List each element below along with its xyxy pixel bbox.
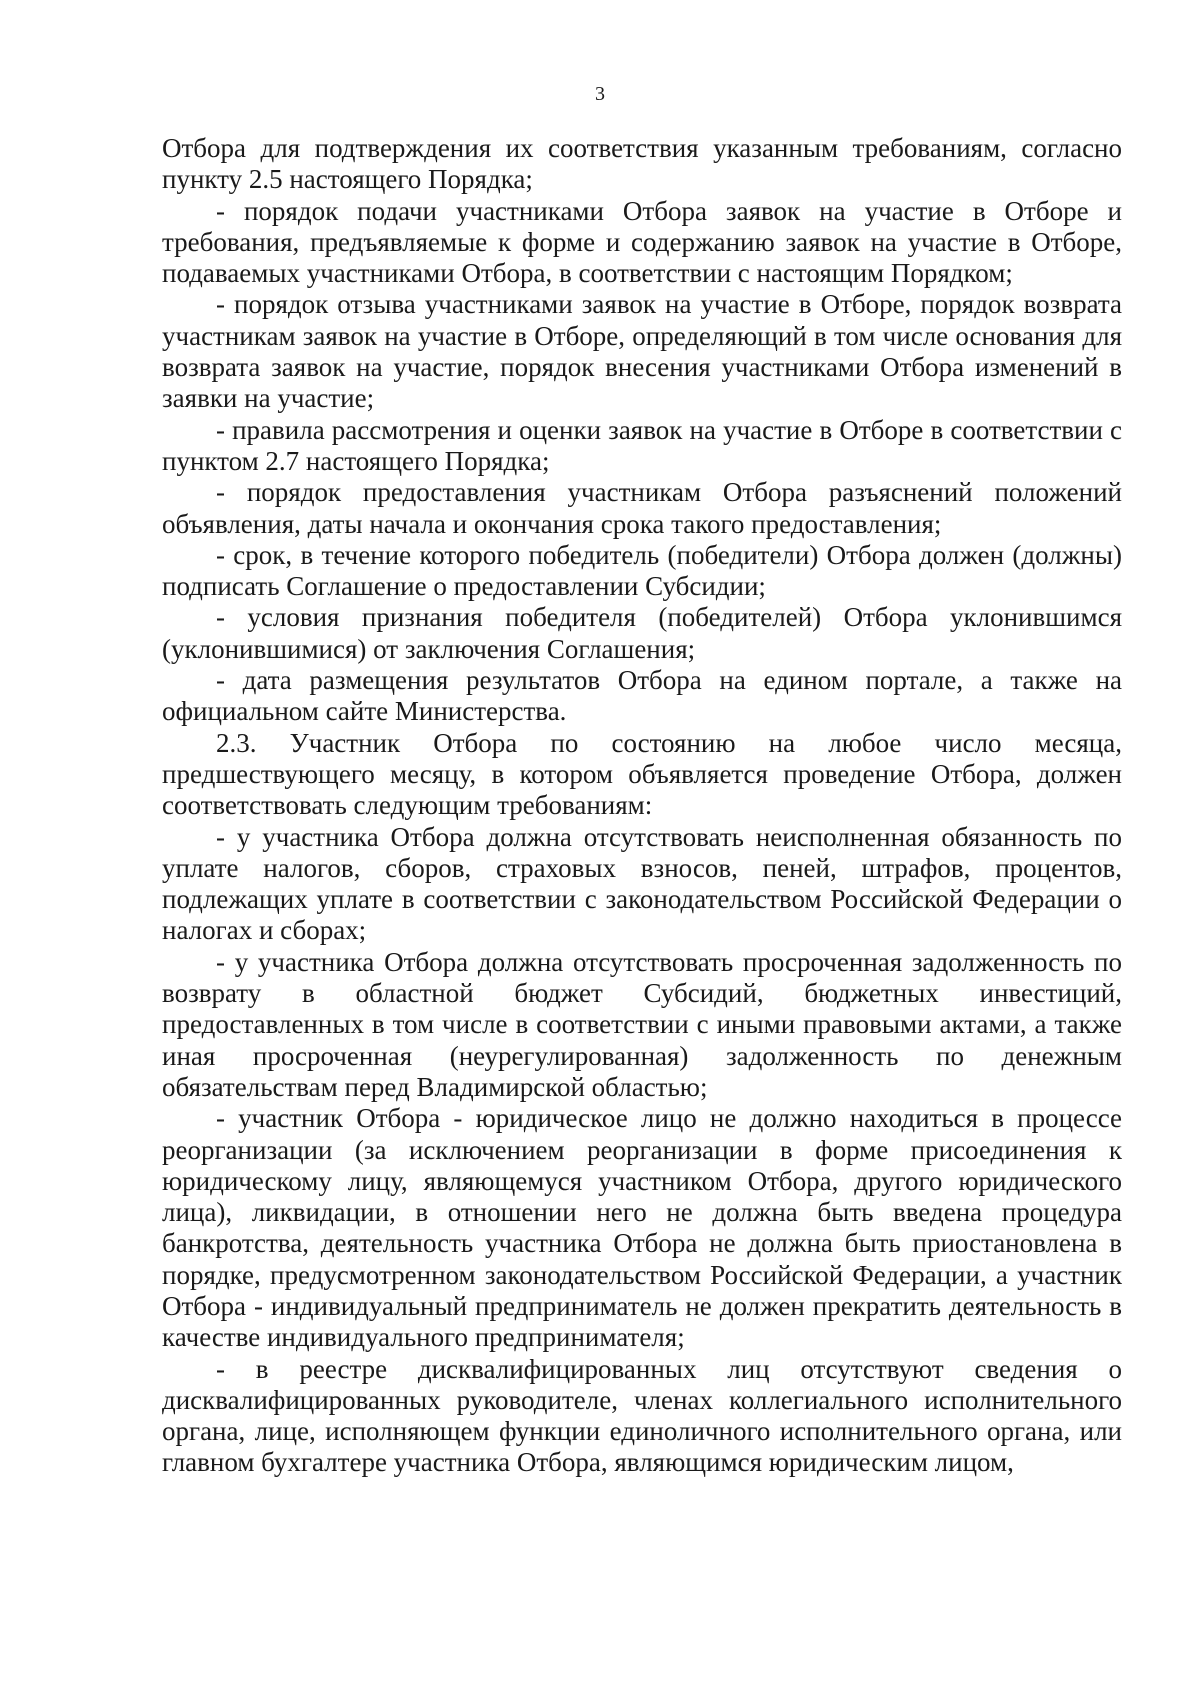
paragraph: - в реестре дисквалифицированных лиц отсутствуют сведения о дисквалифицированных руководителе, членах коллегиального исполнительного органа, лице, исполняющем функции единоличного исполнительного органа, или главном бухгалтере участника Отбора, являющимся юридическим лицом, [162,1353,1122,1478]
paragraph: - правила рассмотрения и оценки заявок на участие в Отборе в соответствии с пунктом 2.7 настоящего Порядка; [162,414,1122,476]
paragraph: - дата размещения результатов Отбора на едином портале, а также на официальном сайте Министерства. [162,665,1122,727]
paragraph: - порядок подачи участниками Отбора заявок на участие в Отборе и требования, предъявляемые к форме и содержанию заявок на участие в Отборе, подаваемых участниками Отбора, в соответствии с настоящим Порядком; [162,195,1122,289]
section-2-3-heading-paragraph: 2.3. Участник Отбора по состоянию на любое число месяца, предшествующего месяцу, в котором объявляется проведение Отбора, должен соответствовать следующим требованиям: [162,727,1122,821]
paragraph: - срок, в течение которого победитель (победители) Отбора должен (должны) подписать Соглашение о предоставлении Субсидии; [162,539,1122,602]
paragraph: - у участника Отбора должна отсутствовать неисполненная обязанность по уплате налогов, сборов, страховых взносов, пеней, штрафов, процентов, подлежащих уплате в соответствии с законодательством Российской Федерации о налогах и сборах; [162,821,1122,946]
paragraph: - участник Отбора - юридическое лицо не должно находиться в процессе реорганизации (за исключением реорганизации в форме присоединения к юридическому лицу, являющемуся участником Отбора, другого юридического лица), ликвидации, в отношении него не должна быть введена процедура банкротства, деятельность участника Отбора не должна быть приостановлена в порядке, предусмотренном законодательством Российской Федерации, а участник Отбора - индивидуальный предприниматель не должен прекратить деятельность в качестве индивидуального предпринимателя; [162,1103,1122,1353]
paragraph: Отбора для подтверждения их соответствия указанным требованиям, согласно пункту 2.5 настоящего Порядка; [162,133,1122,195]
paragraph: - у участника Отбора должна отсутствовать просроченная задолженность по возврату в областной бюджет Субсидий, бюджетных инвестиций, предоставленных в том числе в соответствии с иными правовыми актами, а также иная просроченная (неурегулированная) задолженность по денежным обязательствам перед Владимирской областью; [162,946,1122,1102]
paragraph: - порядок отзыва участниками заявок на участие в Отборе, порядок возврата участникам заявок на участие в Отборе, определяющий в том числе основания для возврата заявок на участие, порядок внесения участниками Отбора изменений в заявки на участие; [162,289,1122,414]
paragraph: - порядок предоставления участникам Отбора разъяснений положений объявления, даты начала и окончания срока такого предоставления; [162,477,1122,539]
paragraph: - условия признания победителя (победителей) Отбора уклонившимся (уклонившимися) от заключения Соглашения; [162,602,1122,664]
page-number: 3 [595,83,605,105]
document-body [162,133,1122,1479]
